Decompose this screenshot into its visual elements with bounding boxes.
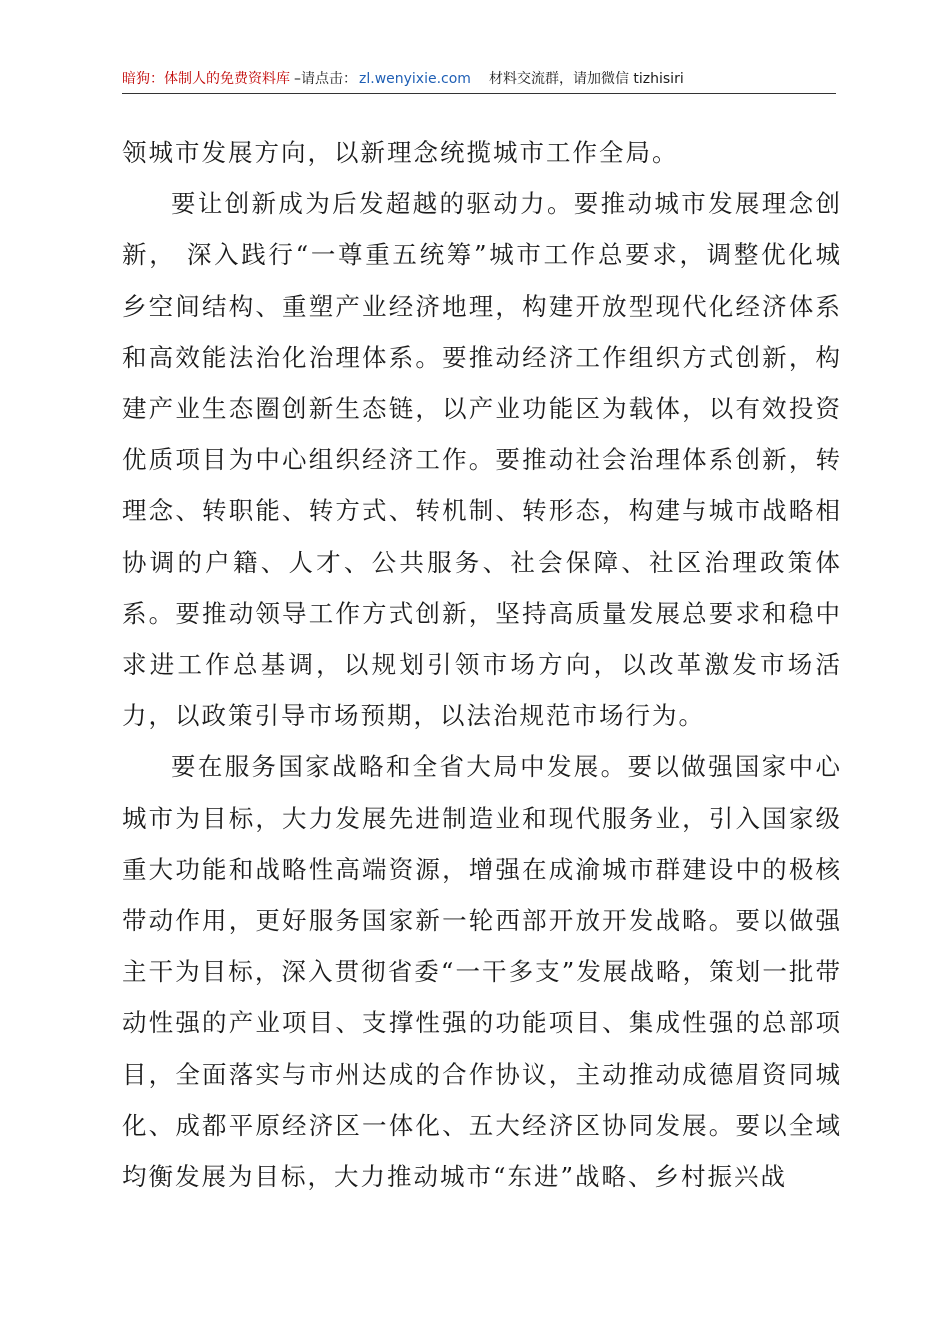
document-body bbox=[122, 127, 842, 1202]
header-link[interactable]: zl.wenyixie.com bbox=[359, 71, 471, 87]
header-link-prefix: –请点击： bbox=[294, 71, 357, 87]
header-contact: 材料交流群，请加微信 tizhisiri bbox=[488, 71, 684, 87]
paragraph-national-strategy: 要在服务国家战略和全省大局中发展。要以做强国家中心城市为目标，大力发展先进制造业和现代服务业，引入国家级重大功能和战略性高端资源，增强在成渝城市群建设中的极核带动作用，更好服务国家新一轮西部开放开发战略。要以做强主干为目标，深入贯彻省委“一干多支”发展战略，策划一批带动性强的产业项目、支撑性强的功能项目、集成性强的总部项目，全面落实与市州达成的合作协议，主动推动成德眉资同城化、成都平原经济区一体化、五大经济区协同发展。要以全域均衡发展为目标，大力推动城市“东进”战略、乡村振兴战 bbox=[122, 752, 842, 1192]
paragraph-innovation: 要让创新成为后发超越的驱动力。要推动城市发展理念创新， 深入践行“一尊重五统筹”城市工作总要求，调整优化城乡空间结构、重塑产业经济地理，构建开放型现代化经济体系和高效能法治化治理体系。要推动经济工作组织方式创新，构建产业生态圈创新生态链，以产业功能区为载体，以有效投资优质项目为中心组织经济工作。要推动社会治理体系创新，转理念、转职能、转方式、转机制、转形态，构建与城市战略相协调的户籍、人才、公共服务、社会保障、社区治理政策体系。要推动领导工作方式创新，坚持高质量发展总要求和稳中求进工作总基调，以规划引领市场方向，以改革激发市场活力，以政策引导市场预期，以法治规范市场行为。 bbox=[122, 189, 842, 731]
header-brand: 暗狗：体制人的免费资料库 bbox=[122, 71, 290, 87]
paragraph-continuation: 领城市发展方向，以新理念统揽城市工作全局。 bbox=[122, 138, 679, 167]
page-header bbox=[122, 68, 836, 94]
